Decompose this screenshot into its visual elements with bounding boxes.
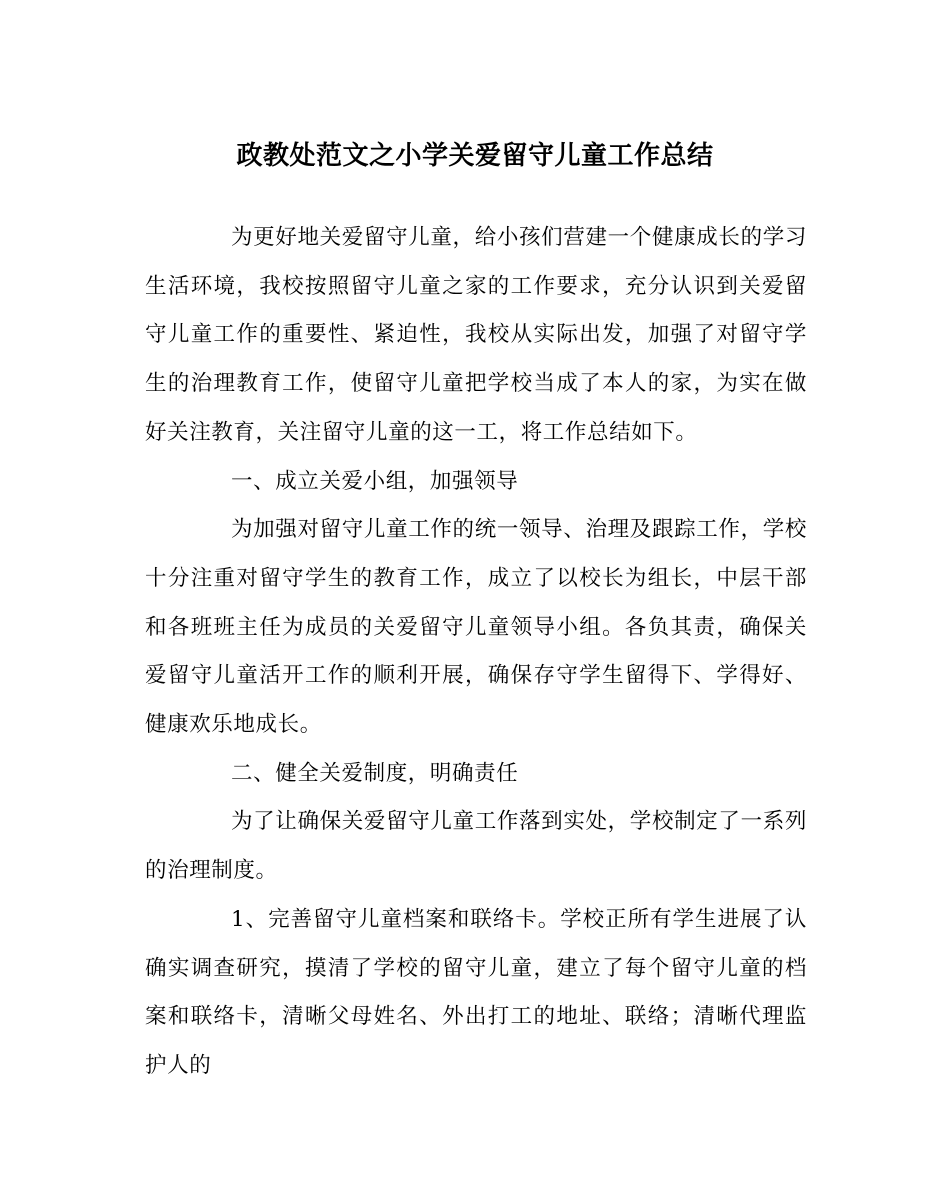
section-heading-1: 一、成立关爱小组，加强领导 [231,468,519,494]
document-title: 政教处范文之小学关爱留守儿童工作总结 [236,141,714,171]
document-body [145,214,807,1091]
section-heading-2: 二、健全关爱制度，明确责任 [231,760,519,786]
intro-paragraph: 为更好地关爱留守儿童，给小孩们营建一个健康成长的学习生活环境，我校按照留守儿童之家的工作要求，充分认识到关爱留守儿童工作的重要性、紧迫性，我校从实际出发，加强了对留守学生的治理教育工作，使留守儿童把学校当成了本人的家，为实在做好关注教育，关注留守儿童的这一工，将工作总结如下。 [145,225,807,445]
section-2-paragraph: 为了让确保关爱留守儿童工作落到实处，学校制定了一系列的治理制度。 [145,809,807,884]
section-1-paragraph: 为加强对留守儿童工作的统一领导、治理及跟踪工作，学校十分注重对留守学生的教育工作，成立了以校长为组长，中层干部和各班班主任为成员的关爱留守儿童领导小组。各负其责，确保关爱留守儿童活开工作的顺利开展，确保存守学生留得下、学得好、健康欢乐地成长。 [145,517,807,738]
item-1-paragraph: 1、完善留守儿童档案和联络卡。学校正所有学生进展了认确实调查研究，摸清了学校的留守儿童，建立了每个留守儿童的档案和联络卡，清晰父母姓名、外出打工的地址、联络；清晰代理监护人的 [145,906,807,1078]
